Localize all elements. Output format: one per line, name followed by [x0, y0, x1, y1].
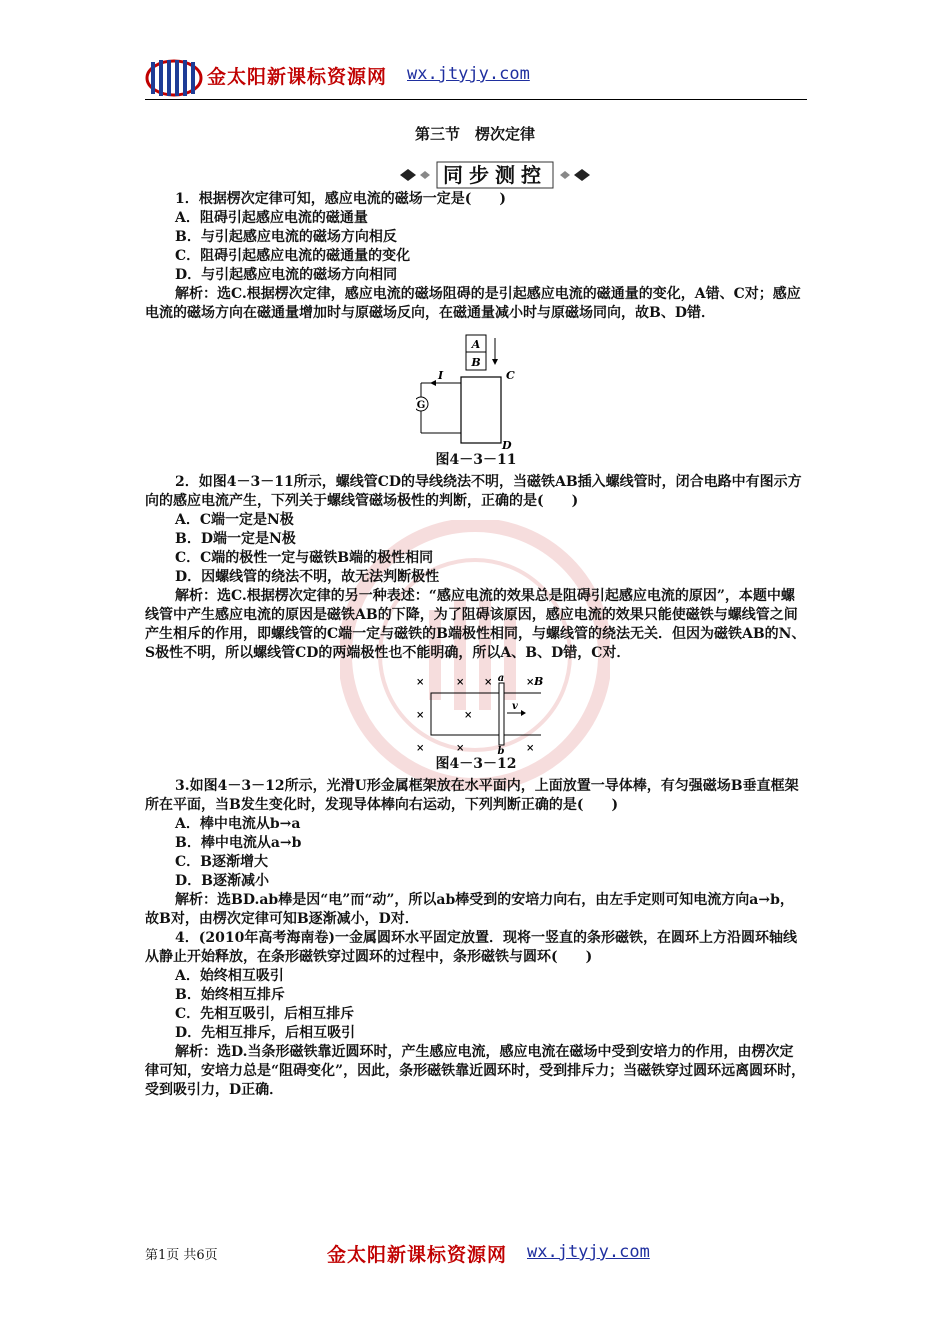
- figure-4-3-11: [416, 333, 536, 451]
- q2-stem: 2．如图4－3－11所示，螺线管CD的导线绕法不明，当磁铁AB插入螺线管时，闭合电路中有图示方向的感应电流产生，下列关于螺线管磁场极性的判断，正确的是( ): [145, 474, 802, 509]
- field-mark-5: ×: [416, 710, 425, 721]
- velocity-label: v: [512, 701, 518, 712]
- q1-option-b: B．与引起感应电流的磁场方向相反: [175, 229, 397, 245]
- galvanometer-label: G: [416, 400, 426, 411]
- logo-icon: [145, 56, 203, 98]
- q2-analysis: 解析：选C.根据楞次定律的另一种表述：“感应电流的效果总是阻碍引起感应电流的原因”，本题中螺线管中产生感应电流的原因是磁铁AB的下降，为了阻碍该原因，感应电流的效果只能使磁铁与螺线管之间产生相斥的作用，即螺线管的C端一定与磁铁的B端极性相同，与螺线管的绕法无关．但因为磁铁AB的N、S极性不明，所以螺线管CD的两端极性也不能明确，所以A、B、D错，C对．: [145, 588, 806, 661]
- q4-stem: 4．(2010年高考海南卷)一金属圆环水平固定放置．现将一竖直的条形磁铁，在圆环上方沿圆环轴线从静止开始释放，在条形磁铁穿过圆环的过程中，条形磁铁与圆环( ): [145, 930, 797, 965]
- footer-brand: 金太阳新课标资源网: [327, 1244, 508, 1266]
- q4-option-b: B．始终相互排斥: [175, 987, 285, 1003]
- banner-text: 同步测控: [443, 163, 547, 187]
- q4-option-d: D．先相互排斥，后相互吸引: [175, 1025, 356, 1041]
- q4-option-c: C．先相互吸引，后相互排斥: [175, 1006, 355, 1022]
- field-mark-3: ×: [456, 677, 465, 688]
- q3-option-a: A．棒中电流从b→a: [175, 816, 301, 832]
- q2-option-b: B．D端一定是N极: [175, 531, 296, 547]
- figure-4-3-11-caption: 图4－3－11: [435, 452, 517, 468]
- magnet-label-b: B: [471, 356, 481, 369]
- field-mark-1: ×: [526, 677, 535, 688]
- magnet-label-a: A: [471, 338, 481, 351]
- field-mark-6: ×: [464, 710, 473, 721]
- q1-stem: 1．根据楞次定律可知，感应电流的磁场一定是( ): [175, 191, 506, 207]
- q2-option-d: D．因螺线管的绕法不明，故无法判断极性: [175, 569, 440, 585]
- field-mark-4: ×: [484, 677, 493, 688]
- q2-option-c: C．C端的极性一定与磁铁B端的极性相同: [175, 550, 434, 566]
- header-url-link[interactable]: wx.jtyjy.com: [407, 64, 530, 84]
- q1-option-d: D．与引起感应电流的磁场方向相同: [175, 267, 398, 283]
- q1-analysis: 解析：选C.根据楞次定律，感应电流的磁场阻碍的是引起感应电流的磁通量的变化，A错、C对；感应电流的磁场方向在磁通量增加时与原磁场反向，在磁通量减小时与原磁场同向，故B、D错．: [145, 286, 801, 321]
- content-area: [145, 190, 807, 1100]
- rod-label-b: b: [497, 746, 505, 755]
- q4-analysis: 解析：选D.当条形磁铁靠近圆环时，产生感应电流，感应电流在磁场中受到安培力的作用，由楞次定律可知，安培力总是“阻碍变化”，因此，条形磁铁靠近圆环时，受到排斥力；当磁铁穿过圆环远离圆环时，受到吸引力，D正确．: [145, 1044, 806, 1098]
- sync-test-banner: [395, 160, 595, 190]
- field-mark-7: ×: [416, 743, 425, 754]
- figure-4-3-12-caption: 图4－3－12: [435, 756, 517, 772]
- current-label: I: [438, 369, 444, 382]
- header-divider: [145, 99, 807, 100]
- q3-analysis: 解析：选BD.ab棒是因“电”而“动”，所以ab棒受到的安培力向右，由左手定则可知电流方向a→b，故B对，由楞次定律可知B逐渐减小，D对．: [145, 892, 794, 927]
- coil-label-d: D: [502, 439, 512, 451]
- q4-option-a: A．始终相互吸引: [175, 968, 284, 984]
- q3-option-d: D．B逐渐减小: [175, 873, 269, 889]
- rod-label-a: a: [497, 673, 505, 684]
- footer-url-link[interactable]: wx.jtyjy.com: [527, 1242, 650, 1262]
- field-mark-8: ×: [456, 743, 465, 754]
- page-header: [145, 56, 807, 100]
- header-brand: 金太阳新课标资源网: [207, 66, 388, 88]
- q3-stem: 3.如图4－3－12所示，光滑U形金属框架放在水平面内，上面放置一导体棒，有匀强磁场B垂直框架所在平面，当B发生变化时，发现导体棒向右运动，下列判断正确的是( ): [145, 778, 799, 813]
- q3-option-b: B．棒中电流从a→b: [175, 835, 302, 851]
- q1-option-a: A．阻碍引起感应电流的磁通量: [175, 210, 368, 226]
- q2-option-a: A．C端一定是N极: [175, 512, 294, 528]
- section-title: 第三节 楞次定律: [414, 125, 535, 143]
- coil-label-c: C: [506, 369, 515, 382]
- q3-option-c: C．B逐渐增大: [175, 854, 268, 870]
- figure-4-3-12: [406, 673, 546, 755]
- page-number: 第1页 共6页: [145, 1248, 218, 1263]
- field-mark-2: ×: [416, 677, 425, 688]
- field-mark-9: ×: [526, 743, 535, 754]
- field-label-b: B: [534, 675, 544, 688]
- q1-option-c: C．阻碍引起感应电流的磁通量的变化: [175, 248, 411, 264]
